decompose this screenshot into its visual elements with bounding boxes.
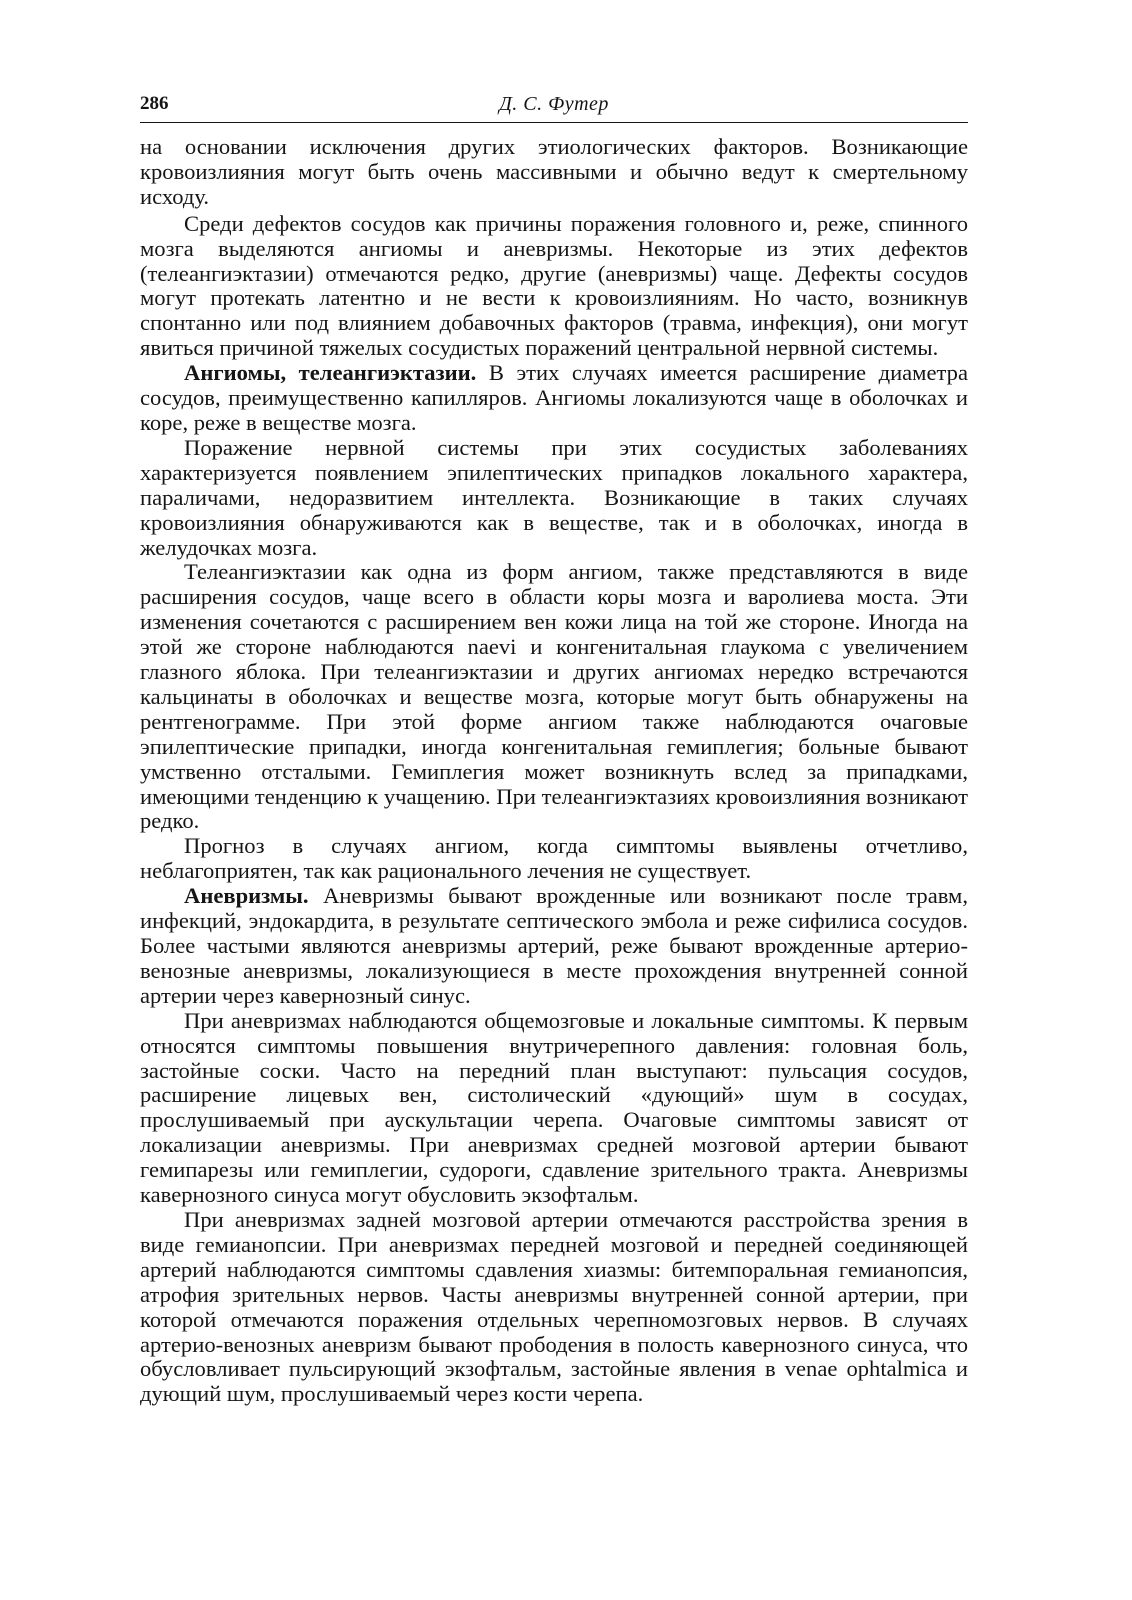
paragraph-text: При аневризмах наблюдаются общемозговые и локальные симптомы. К первым относятся симптомы повышения внутричерепного давления: головная боль, застойные соски. Часто на передний план выступают: пульсация сосудов, расширение лицевых вен, систолический «дующий» шум в сосудах, прослушиваемый при аускультации черепа. Очаговые симптомы зависят от локализации аневризмы. При аневризмах средней мозговой артерии бывают гемипарезы или гемиплегии, судороги, сдавление зрительного тракта. Аневризмы кавернозного синуса могут обусловить экзофтальм. <box>140 1007 968 1208</box>
paragraph-continuation <box>140 135 968 210</box>
paragraph <box>140 1009 968 1208</box>
paragraph <box>140 436 968 561</box>
page-header <box>140 86 968 123</box>
running-title: Д. С. Футер <box>499 93 609 115</box>
section-run-in-heading: Аневризмы. <box>184 883 309 909</box>
paragraph-text: Среди дефектов сосудов как причины поражения головного и, реже, спинного мозга выделяются ангиомы и аневризмы. Некоторые из этих дефектов (телеангиэктазии) отмечаются редко, другие (аневризмы) чаще. Дефекты сосудов могут протекать латентно и не вести к кровоизлияниям. Но часто, возникнув спонтанно или под влиянием добавочных факторов (травма, инфекция), они могут явиться причиной тяжелых сосудистых поражений центральной нервной системы. <box>140 210 968 361</box>
page-body <box>140 135 968 1407</box>
paragraph-text: В этих случаях имеется расширение диаметра сосудов, преимущественно капилляров. Ангиомы локализуются чаще в оболочках и коре, реже в веществе мозга. <box>140 360 968 435</box>
paragraph <box>140 560 968 834</box>
paragraph-text: При аневризмах задней мозговой артерии отмечаются расстройства зрения в виде гемианопсии. При аневризмах передней мозговой и передней соединяющей артерий наблюдаются симптомы сдавления хиазмы: битемпоральная гемианопсия, атрофия зрительных нервов. Часты аневризмы внутренней сонной артерии, при которой отмечаются поражения отдельных черепномозговых нервов. В случаях артерио-венозных аневризм бывают прободения в полость кавернозного синуса, что обусловливает пульсирующий экзофтальм, застойные явления в venae ophtalmica и дующий шум, прослушиваемый через кости черепа. <box>140 1206 968 1407</box>
section-run-in-heading: Ангиомы, телеангиэктазии. <box>184 360 477 386</box>
paragraph-aneurysms <box>140 884 968 1009</box>
paragraph <box>140 1208 968 1407</box>
paragraph <box>140 212 968 361</box>
paragraph-text: Поражение нервной системы при этих сосудистых заболеваниях характеризуется появлением эпилептических припадков локального характера, параличами, недоразвитием интеллекта. Возникающие в таких случаях кровоизлияния обнаруживаются как в веществе, так и в оболочках, иногда в желудочках мозга. <box>140 434 968 560</box>
paragraph-text: Аневризмы бывают врожденные или возникают после травм, инфекций, эндокардита, в результате септического эмбола и реже сифилиса сосудов. Более частыми являются аневризмы артерий, реже бывают врожденные артерио-венозные аневризмы, локализующиеся в месте прохождения внутренней сонной артерии через кавернозный синус. <box>140 883 968 1008</box>
paragraph-text: на основании исключения других этиологических факторов. Возникающие кровоизлияния могут быть очень массивными и обычно ведут к смертельному исходу. <box>140 134 968 209</box>
paragraph <box>140 834 968 884</box>
book-page <box>140 86 968 1407</box>
page-number: 286 <box>140 93 169 114</box>
paragraph-text: Телеангиэктазии как одна из форм ангиом, также представляются в виде расширения сосудов, чаще всего в области коры мозга и варолиева моста. Эти изменения сочетаются с расширением вен кожи лица на той же стороне. Иногда на этой же стороне наблюдаются naevi и конгенитальная глаукома с увеличением глазного яблока. При телеангиэктазии и других ангиомах нередко встречаются кальцинаты в оболочках и веществе мозга, которые могут быть обнаружены на рентгенограмме. При этой форме ангиом также наблюдаются очаговые эпилептические припадки, иногда конгенитальная гемиплегия; больные бывают умственно отсталыми. Гемиплегия может возникнуть вслед за припадками, имеющими тенденцию к учащению. При телеангиэктазиях кровоизлияния возникают редко. <box>140 559 968 834</box>
paragraph-angiomas <box>140 361 968 436</box>
paragraph-text: Прогноз в случаях ангиом, когда симптомы выявлены отчетливо, неблагоприятен, так как рационального лечения не существует. <box>140 833 968 884</box>
